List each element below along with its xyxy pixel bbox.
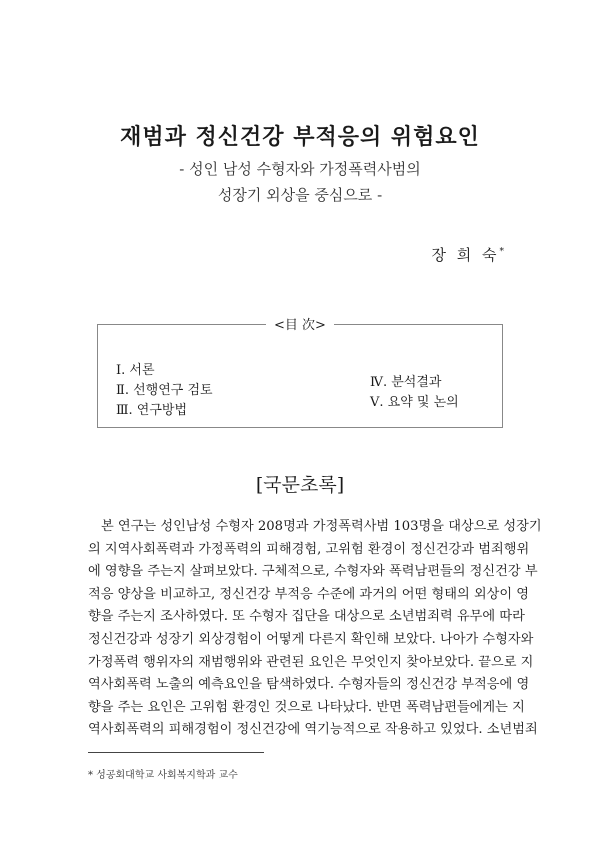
toc-item-discussion: Ⅴ. 요약 및 논의 <box>370 395 459 410</box>
toc-left-column <box>116 361 213 421</box>
abstract-line: 가정폭력 행위자의 재범행위와 관련된 요인은 무엇인지 찾아보았다. 끝으로 지 <box>88 654 534 670</box>
footnote-divider <box>88 752 264 753</box>
toc-item-results: Ⅳ. 분석결과 <box>370 375 442 390</box>
abstract-heading: [국문초록] <box>255 474 345 496</box>
abstract-line: 향을 주는 요인은 고위험 환경인 것으로 나타났다. 반면 폭력남편들에게는 지 <box>88 699 525 715</box>
abstract-line: 에 영향을 주는지 살펴보았다. 구체적으로, 수형자와 폭력남편들의 정신건강 부 <box>88 564 538 580</box>
abstract-body <box>88 516 542 742</box>
toc-title: <目 次> <box>266 318 334 333</box>
abstract-line: 역사회폭력 노출의 예측요인을 탐색하였다. 수형자들의 정신건강 부적응에 영 <box>88 677 530 693</box>
toc-title-wrap <box>98 314 502 333</box>
footnote-affiliation: * 성공회대학교 사회복지학과 교수 <box>88 770 238 781</box>
abstract-line: 정신건강과 성장기 외상경험이 어떻게 다른지 확인해 보았다. 나아가 수형자와 <box>88 631 534 647</box>
toc-item-intro: Ⅰ. 서론 <box>116 363 155 378</box>
table-of-contents <box>97 318 503 428</box>
author <box>431 244 504 265</box>
abstract-line: 의 지역사회폭력과 가정폭력의 피해경험, 고위험 환경이 정신건강과 범죄행위 <box>88 541 530 557</box>
abstract-line: 역사회폭력의 피해경험이 정신건강에 역기능적으로 작용하고 있었다. 소년범죄 <box>88 722 538 738</box>
abstract-line: 향을 주는지 조사하였다. 또 수형자 집단을 대상으로 소년범죄력 유무에 따라 <box>88 609 525 625</box>
abstract-line: 적응 양상을 비교하고, 정신건강 부적응 수준에 과거의 어떤 형태의 외상이 영 <box>88 586 530 602</box>
subtitle-line-1: - 성인 남성 수형자와 가정폭력사범의 <box>179 160 421 178</box>
toc-right-column <box>370 373 459 413</box>
toc-item-method: Ⅲ. 연구방법 <box>116 403 188 418</box>
abstract-line: 본 연구는 성인남성 수형자 208명과 가정폭력사범 103명을 대상으로 성장기 <box>101 519 542 534</box>
author-name: 장 희 숙 <box>431 246 500 264</box>
subtitle-line-2: 성장기 외상을 중심으로 - <box>217 186 383 204</box>
author-footnote-mark: * <box>499 247 504 257</box>
paper-title: 재범과 정신건강 부적응의 위험요인 <box>120 124 480 150</box>
toc-item-literature: Ⅱ. 선행연구 검토 <box>116 383 213 398</box>
